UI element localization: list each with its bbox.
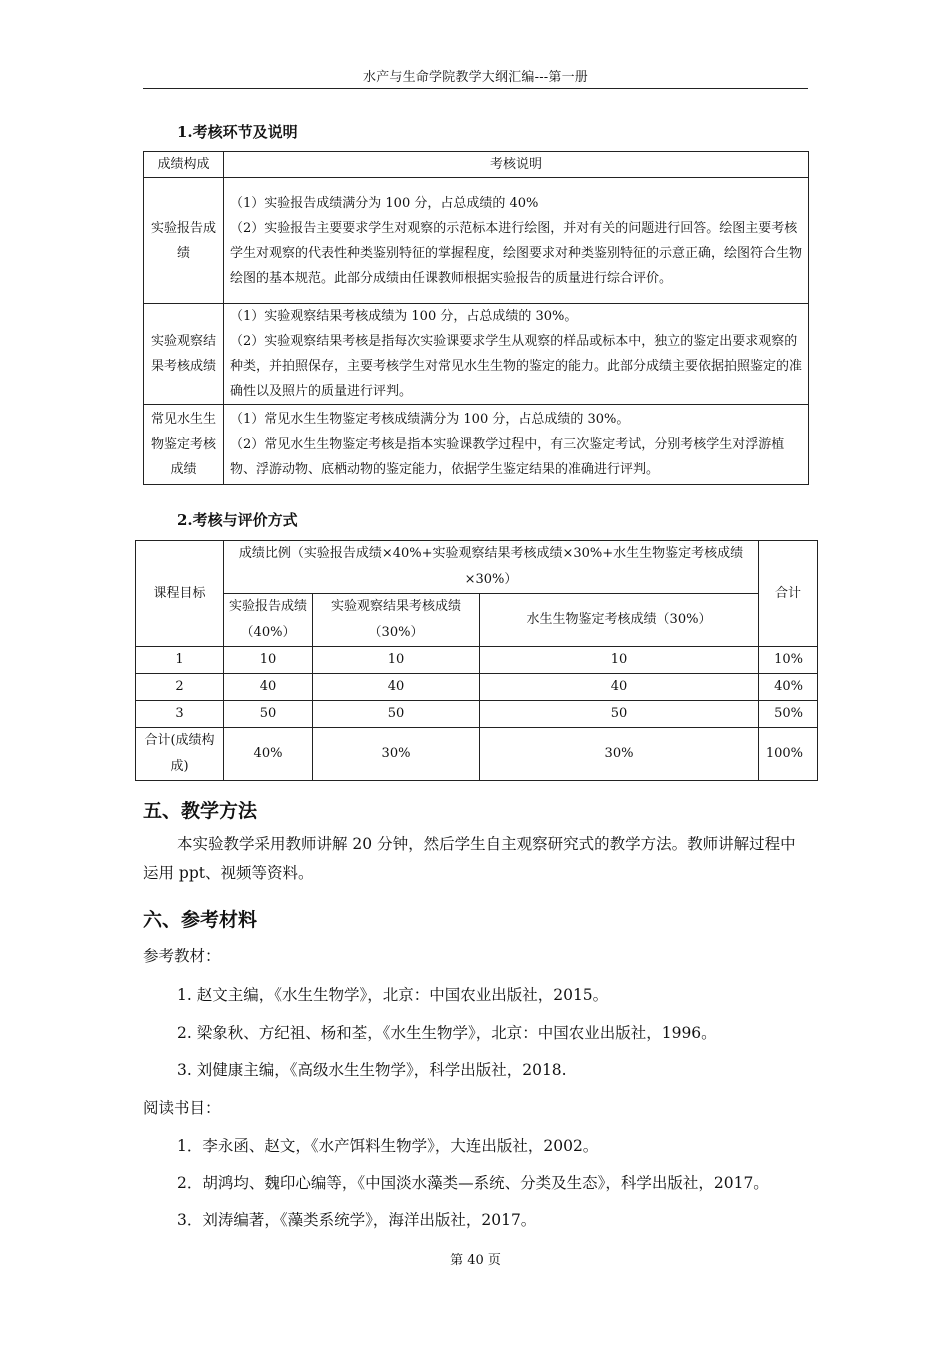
sub-header-observation: 实验观察结果考核成绩（30%）: [313, 594, 480, 647]
list-item: 2．胡鸿均、魏印心编等，《中国淡水藻类—系统、分类及生态》，科学出版社，2017。: [177, 1174, 769, 1192]
chapter-heading-teaching-method: 五、教学方法: [143, 800, 258, 822]
section-heading-evaluation: 2.考核与评价方式: [177, 511, 298, 529]
value-cell: 50: [313, 701, 480, 728]
goal-cell: 3: [136, 701, 224, 728]
goal-cell: 2: [136, 674, 224, 701]
total-header: 合计: [759, 541, 818, 647]
goal-header: 课程目标: [136, 541, 224, 647]
description-line: （1）常见水生生物鉴定考核成绩满分为 100 分，占总成绩的 30%。: [230, 412, 630, 427]
row-description: [224, 304, 809, 405]
value-cell: 10: [224, 647, 313, 674]
assessment-table: [143, 151, 809, 485]
row-label: 实验观察结果考核成绩: [144, 304, 224, 405]
total-cell: 40%: [759, 674, 818, 701]
description-line: （1）实验报告成绩满分为 100 分，占总成绩的 40%: [230, 195, 539, 211]
ratio-header: 成绩比例（实验报告成绩×40%+实验观察结果考核成绩×30%+水生生物鉴定考核成绩×30%）: [224, 541, 759, 594]
row-label: 实验报告成绩: [144, 178, 224, 304]
chapter-heading-references: 六、参考材料: [143, 909, 258, 931]
description-line: （2）实验观察结果考核是指每次实验课要求学生从观察的样品或标本中，独立的鉴定出要求观察的种类，并拍照保存，主要考核学生对常见水生生物的鉴定的能力。此部分成绩主要依据拍照鉴定的准确性以及照片的质量进行评判。: [230, 334, 803, 399]
total-cell: 50%: [759, 701, 818, 728]
value-cell: 50: [224, 701, 313, 728]
row-description: [224, 178, 809, 304]
textbooks-label: 参考教材：: [143, 947, 221, 965]
list-item: 1. 赵文主编，《水生生物学》，北京：中国农业出版社，2015。: [177, 986, 609, 1004]
col-header-composition: 成绩构成: [144, 152, 224, 178]
page-number: 第 40 页: [450, 1253, 501, 1268]
value-cell: 40: [224, 674, 313, 701]
total-cell: 10%: [759, 647, 818, 674]
description-line: （2）常见水生生物鉴定考核是指本实验课教学过程中，有三次鉴定考试，分别考核学生对浮游植物、浮游动物、底栖动物的鉴定能力，依据学生鉴定结果的准确进行评判。: [230, 437, 785, 477]
table-row: [136, 674, 818, 701]
table-row: [144, 405, 809, 485]
table-row: [136, 701, 818, 728]
value-cell: 40%: [224, 728, 313, 781]
value-cell: 30%: [313, 728, 480, 781]
list-item: 3. 刘健康主编，《高级水生生物学》，科学出版社，2018.: [177, 1061, 567, 1079]
description-line: （2）实验报告主要要求学生对观察的示范标本进行绘图，并对有关的问题进行回答。绘图主要考核学生对观察的代表性种类鉴别特征的掌握程度，绘图要求对种类鉴别特征的示意正确，绘图符合生物绘图的基本规范。此部分成绩由任课教师根据实验报告的质量进行综合评价。: [230, 220, 803, 286]
table-row: [144, 304, 809, 405]
header-rule: [143, 88, 808, 89]
teaching-method-text: 本实验教学采用教师讲解 20 分钟，然后学生自主观察研究式的教学方法。教师讲解过程中运用 ppt、视频等资料。: [143, 835, 796, 882]
value-cell: 10: [480, 647, 759, 674]
table-row: [136, 647, 818, 674]
reading-label: 阅读书目：: [143, 1099, 221, 1117]
total-cell: 100%: [759, 728, 818, 781]
page-header: 水产与生命学院教学大纲汇编---第一册: [363, 70, 588, 85]
sub-header-identification: 水生生物鉴定考核成绩（30%）: [480, 594, 759, 647]
value-cell: 10: [313, 647, 480, 674]
section-heading-assessment: 1.考核环节及说明: [177, 123, 298, 141]
row-label: 常见水生生物鉴定考核成绩: [144, 405, 224, 485]
description-line: （1）实验观察结果考核成绩为 100 分，占总成绩的 30%。: [230, 309, 578, 324]
evaluation-table: [135, 540, 818, 781]
value-cell: 30%: [480, 728, 759, 781]
table-row: [144, 178, 809, 304]
list-item: 3．刘涛编著，《藻类系统学》，海洋出版社，2017。: [177, 1211, 537, 1229]
sub-header-report: 实验报告成绩（40%）: [224, 594, 313, 647]
value-cell: 40: [313, 674, 480, 701]
list-item: 1．李永函、赵文，《水产饵料生物学》，大连出版社，2002。: [177, 1137, 599, 1155]
value-cell: 50: [480, 701, 759, 728]
table-row-sum: [136, 728, 818, 781]
list-item: 2. 梁象秋、方纪祖、杨和荃，《水生生物学》，北京：中国农业出版社，1996。: [177, 1024, 717, 1042]
goal-cell: 1: [136, 647, 224, 674]
value-cell: 40: [480, 674, 759, 701]
row-description: [224, 405, 809, 485]
col-header-description: 考核说明: [224, 152, 809, 178]
goal-cell: 合计(成绩构成): [136, 728, 224, 781]
